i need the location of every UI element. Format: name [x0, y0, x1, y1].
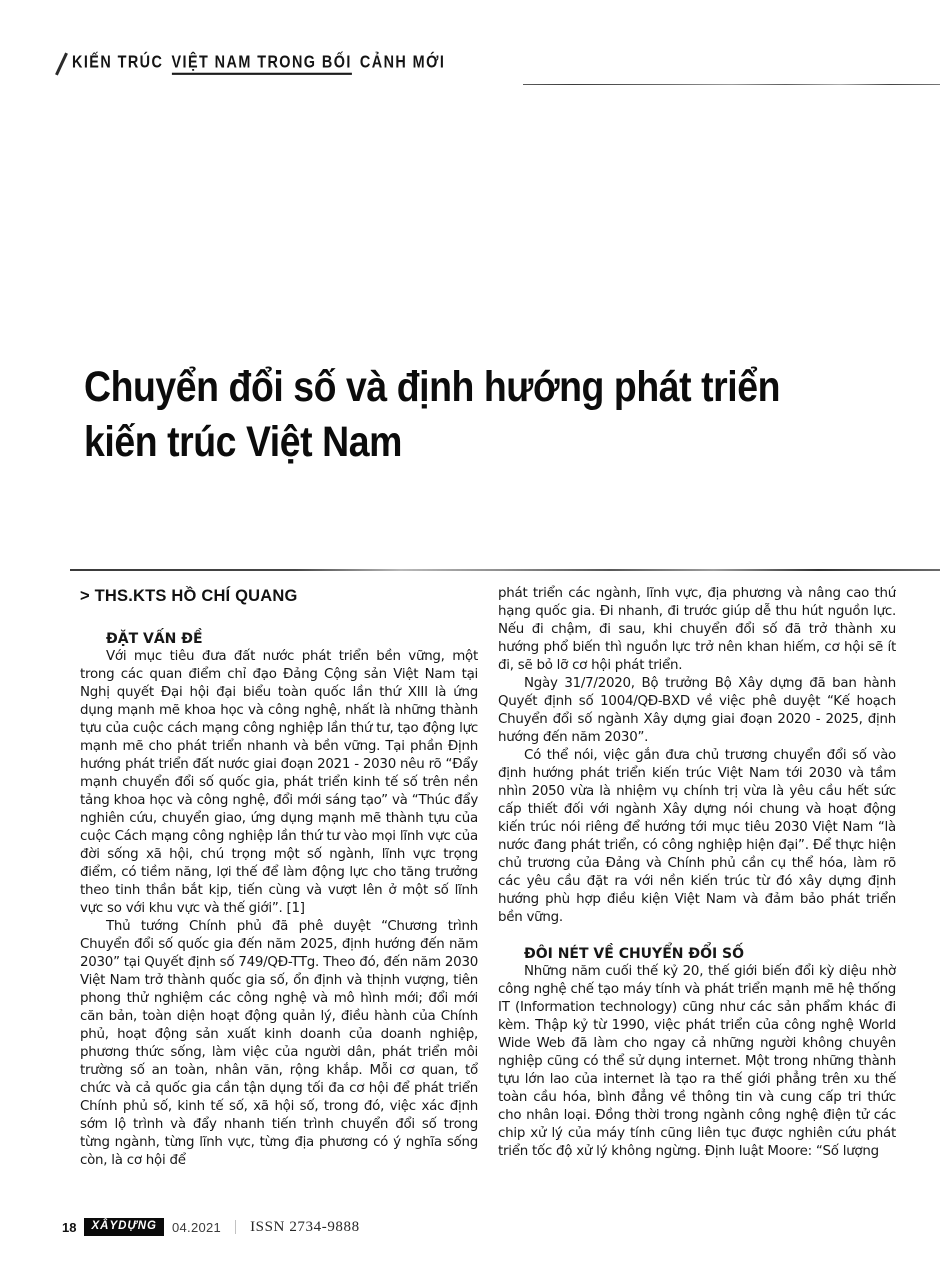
- body-paragraph: phát triển các ngành, lĩnh vực, địa phương và nâng cao thứ hạng quốc gia. Đi nhanh, đi trước giúp dễ thu hút nguồn lực. Nếu đi chậm, đi sau, khi chuyển đổi số đã trở thành xu hướng phổ biến thì nguồn lực trở nên khan hiếm, cơ hội sẽ ít đi, sẽ bỏ lỡ cơ hội phát triển.: [498, 586, 896, 673]
- right-column: [498, 585, 896, 1221]
- article-title: [84, 360, 780, 470]
- page-number: 18: [62, 1219, 77, 1235]
- header-rule: [523, 84, 940, 85]
- body-paragraph: Ngày 31/7/2020, Bộ trưởng Bộ Xây dựng đã ban hành Quyết định số 1004/QĐ-BXD về việc phê duyệt “Kế hoạch Chuyển đổi số ngành Xây dựng giai đoạn 2020 - 2025, định hướng đến năm 2030”.: [498, 676, 896, 745]
- section-heading: ĐẶT VẤN ĐỀ: [106, 631, 203, 647]
- running-head-pre: KIẾN TRÚC: [72, 53, 164, 72]
- section-divider: [70, 569, 940, 571]
- journal-logo: XÂYDỰNG: [84, 1218, 164, 1236]
- left-column: [80, 585, 478, 1221]
- running-head-underlined: VIỆT NAM TRONG BỐI: [171, 53, 351, 75]
- article-title-line2: kiến trúc Việt Nam: [84, 418, 402, 466]
- article-body: [80, 585, 896, 1221]
- slash-icon: [55, 52, 68, 75]
- running-head-post: CẢNH MỚI: [359, 53, 446, 72]
- section-heading: ĐÔI NÉT VỀ CHUYỂN ĐỔI SỐ: [524, 946, 745, 962]
- right-column-blocks: [498, 585, 896, 1161]
- issn-label: ISSN 2734-9888: [250, 1218, 360, 1235]
- issue-date: 04.2021: [171, 1219, 222, 1235]
- body-paragraph: Với mục tiêu đưa đất nước phát triển bền vững, một trong các quan điểm chỉ đạo Đảng Cộng sản Việt Nam tại Nghị quyết Đại hội đại biểu toàn quốc lần thứ XIII là ứng dụng mạnh mẽ khoa học và công nghệ, nhất là những thành tựu của cuộc cách mạng công nghiệp lần thứ tư, tạo động lực mạnh mẽ cho phát triển nhanh và bền vững. Tại phần Định hướng phát triển đất nước giai đoạn 2021 - 2030 nêu rõ “Đẩy mạnh chuyển đổi số quốc gia, phát triển kinh tế số trên nền tảng khoa học và công nghệ, đổi mới sáng tạo” và “Thúc đẩy nghiên cứu, chuyển giao, ứng dụng mạnh mẽ thành tựu của cuộc Cách mạng công nghiệp lần thứ tư vào mọi lĩnh vực của đời sống xã hội, chú trọng một số ngành, lĩnh vực trọng điểm, có tiềm năng, lợi thế để làm động lực cho tăng trưởng theo tinh thần bắt kịp, tiến cùng và vượt lên ở một số lĩnh vực so với khu vực và thế giới”. [1]: [80, 649, 478, 916]
- left-column-blocks: [80, 630, 478, 1170]
- body-paragraph: Những năm cuối thế kỷ 20, thế giới biến đổi kỳ diệu nhờ công nghệ chế tạo máy tính và phát triển mạnh mẽ hệ thống IT (Information technology) cũng như các sản phẩm khác đi kèm. Thập kỷ từ 1990, việc phát triển của công nghệ World Wide Web đã làm cho ngay cả những người không chuyên nghiệp cũng có thể sử dụng internet. Một trong những thành tựu lớn lao của internet là tạo ra thế giới phẳng trên xu thế toàn cầu hóa, bình đẳng về thông tin và cung cấp tri thức cho nhân loại. Đồng thời trong ngành công nghệ điện tử các chip xử lý của máy tính cũng liên tục được nghiên cứu phát triển tốc độ xử lý không ngừng. Định luật Moore: “Số lượng: [498, 964, 896, 1159]
- running-head: [60, 50, 487, 76]
- page-footer: [62, 1218, 360, 1236]
- article-title-line1: Chuyển đổi số và định hướng phát triển: [84, 363, 780, 411]
- body-paragraph: Có thể nói, việc gắn đưa chủ trương chuyển đổi số vào định hướng phát triển kiến trúc Việt Nam tới 2030 và tầm nhìn 2050 vừa là nhiệm vụ chính trị vừa là yêu cầu hết sức cấp thiết đối với ngành Xây dựng nói chung và hoạt động kiến trúc nói riêng để hướng tới mục tiêu 2030 Việt Nam “là nước đang phát triển, có công nghiệp hiện đại”. Để thực hiện chủ trương của Đảng và Chính phủ cần cụ thể hóa, làm rõ các yêu cầu đặt ra với nền kiến trúc từ đó xây dựng định hướng phù hợp điều kiện Việt Nam và đảm bảo phát triển bền vững.: [498, 748, 896, 925]
- running-head-title: [72, 53, 445, 72]
- footer-separator: [235, 1220, 236, 1234]
- body-paragraph: Thủ tướng Chính phủ đã phê duyệt “Chương trình Chuyển đổi số quốc gia đến năm 2025, định hướng đến năm 2030” tại Quyết định số 749/QĐ-TTg. Theo đó, đến năm 2030 Việt Nam trở thành quốc gia số, ổn định và thịnh vượng, tiên phong thử nghiệm các công nghệ và mô hình mới; đổi mới căn bản, toàn diện hoạt động quản lý, điều hành của Chính phủ, hoạt động sản xuất kinh doanh của doanh nghiệp, phương thức sống, làm việc của người dân, phát triển môi trường số an toàn, nhân văn, rộng khắp. Mỗi cơ quan, tổ chức và cả quốc gia cần tận dụng tối đa cơ hội để phát triển Chính phủ số, kinh tế số, xã hội số, trong đó, việc xác định sớm lộ trình và đẩy nhanh tiến trình chuyển đổi số trong từng ngành, từng lĩnh vực, từng địa phương có ý nghĩa sống còn, là cơ hội để: [80, 919, 478, 1168]
- author-byline: > THS.KTS HỒ CHÍ QUANG: [80, 587, 298, 605]
